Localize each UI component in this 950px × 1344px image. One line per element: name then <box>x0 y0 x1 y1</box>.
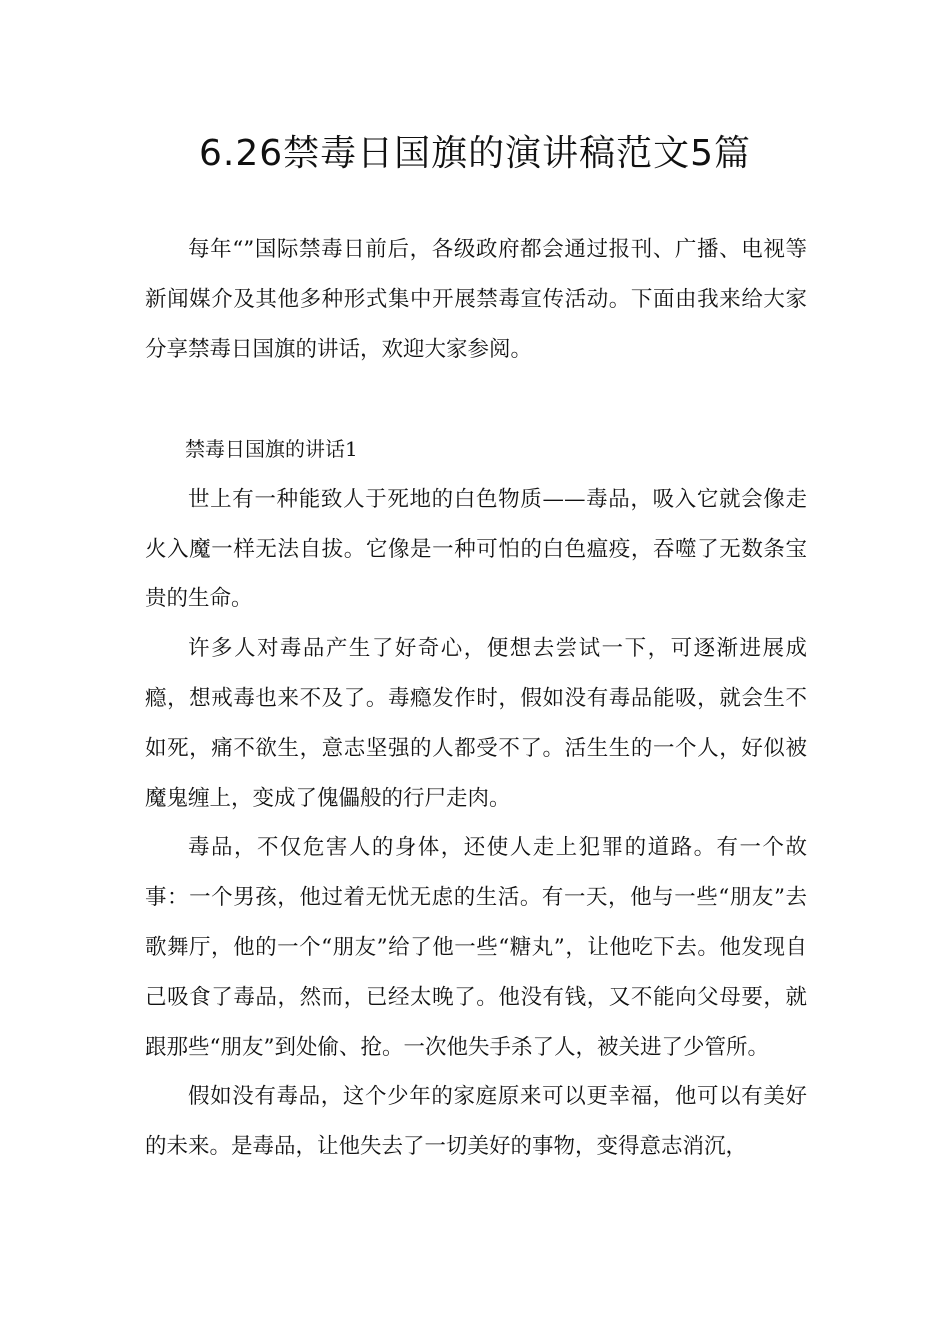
paragraph: 假如没有毒品，这个少年的家庭原来可以更幸福，他可以有美好的未来。是毒品，让他失去了一切美好的事物，变得意志消沉， <box>145 1084 807 1160</box>
section-heading: 禁毒日国旗的讲话1 <box>185 437 358 461</box>
document-title: 6.26禁毒日国旗的演讲稿范文5篇 <box>198 133 752 174</box>
intro-paragraph: 每年“”国际禁毒日前后，各级政府都会通过报刊、广播、电视等新闻媒介及其他多种形式集中开展禁毒宣传活动。下面由我来给大家分享禁毒日国旗的讲话，欢迎大家参阅。 <box>145 237 807 362</box>
paragraph: 毒品，不仅危害人的身体，还使人走上犯罪的道路。有一个故事：一个男孩，他过着无忧无虑的生活。有一天，他与一些“朋友”去歌舞厅，他的一个“朋友”给了他一些“糖丸”，让他吃下去。他发现自己吸食了毒品，然而，已经太晚了。他没有钱，又不能向父母要，就跟那些“朋友”到处偷、抢。一次他失手杀了人，被关进了少管所。 <box>145 835 807 1060</box>
intro-block <box>145 225 807 374</box>
paragraph: 许多人对毒品产生了好奇心，便想去尝试一下，可逐渐进展成瘾，想戒毒也来不及了。毒瘾发作时，假如没有毒品能吸，就会生不如死，痛不欲生，意志坚强的人都受不了。活生生的一个人，好似被魔鬼缠上，变成了傀儡般的行尸走肉。 <box>145 636 807 811</box>
paragraph: 世上有一种能致人于死地的白色物质——毒品，吸入它就会像走火入魔一样无法自拔。它像是一种可怕的白色瘟疫，吞噬了无数条宝贵的生命。 <box>145 486 807 612</box>
section-1 <box>145 425 807 1172</box>
